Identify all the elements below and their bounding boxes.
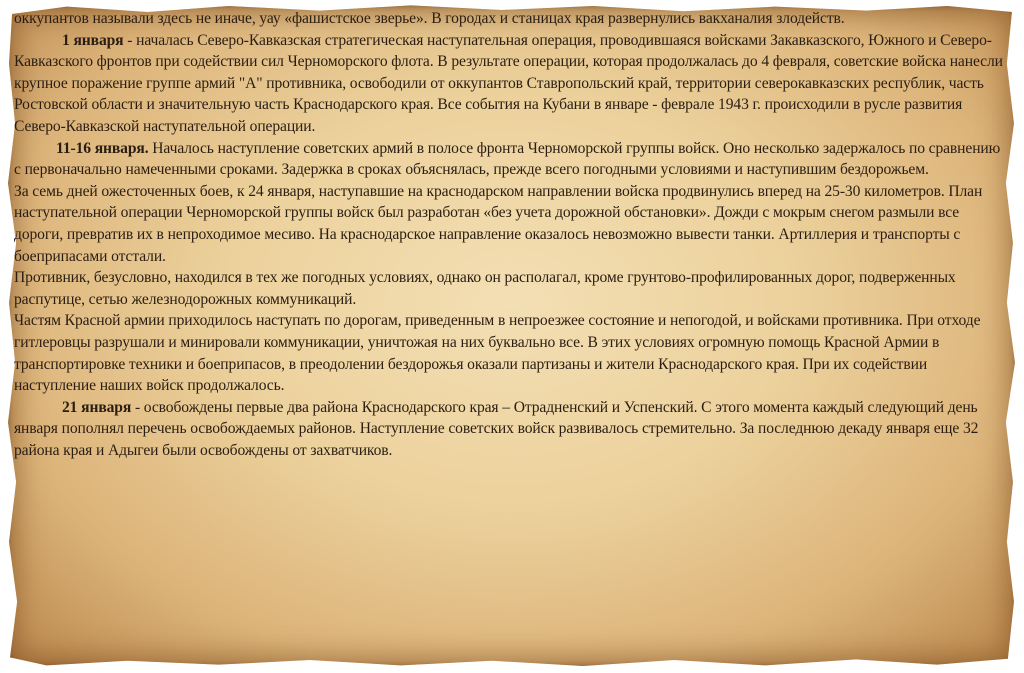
paragraph-intro bbox=[14, 8, 1004, 30]
paragraph-text: оккупантов называли здесь не иначе, уау «фашистское зверье». В городах и станицах края развернулись вакханалия злодейств. bbox=[14, 10, 845, 27]
paragraph-text: - началась Северо-Кавказская стратегическая наступательная операция, проводившаяся войсками Закавказского, Южного и Северо-Кавказского фронтов при содействии сил Черноморского флота. В результате операции, которая продолжалась до 4 февраля, советские войска нанесли крупное поражение группе армий "А" противника, освободили от оккупантов Ставропольский край, территории северокавказских республик, часть Ростовской области и значительную часть Краснодарского края. Все события на Кубани в январе - феврале 1943 г. происходили в русле развития Северо-Кавказской наступательной операции. bbox=[14, 31, 1003, 135]
paragraph-text: - освобождены первые два района Краснодарского края – Отрадненский и Успенский. С этого момента каждый следующий день января пополнял перечень освобождаемых районов. Наступление советских войск развивалось стремительно. За последнюю декаду января еще 32 района края и Адыгеи были освобождены от захватчиков. bbox=[14, 398, 979, 459]
document-text bbox=[14, 8, 1004, 461]
paragraph-jan-21 bbox=[14, 397, 1004, 462]
paragraph-text: Противник, безусловно, находился в тех же погодных условиях, однако он располагал, кроме грунтово-профилированных дорог, подверженных распутице, сетью железнодорожных коммуникаций. bbox=[14, 269, 956, 308]
paragraph-text: Частям Красной армии приходилось наступать по дорогам, приведенным в непроезжее состояние и непогодой, и войсками противника. При отходе гитлеровцы разрушали и минировали коммуникации, уничтожая на них буквально все. В этих условиях огромную помощь Красной Армии в транспортировке техники и боеприпасов, в преодолении бездорожья оказали партизаны и жители Краснодарского края. При их содействии наступление наших войск продолжалось. bbox=[14, 312, 981, 395]
paragraph-text: Началось наступление советских армий в полосе фронта Черноморской группы войск. Оно несколько задержалось по сравнению с первоначально намеченными сроками. Задержка в сроках объяснялась, прежде всего погодными условиями и наступившим бездорожьем. bbox=[14, 139, 1001, 179]
paragraph-jan-11-16 bbox=[14, 138, 1004, 181]
paragraph-red-army bbox=[14, 310, 1004, 396]
paragraph-seven-days bbox=[14, 181, 1004, 267]
paragraph-enemy bbox=[14, 267, 1004, 310]
paragraph-date: 21 января bbox=[62, 398, 132, 416]
paragraph-date: 1 января bbox=[62, 31, 124, 49]
paragraph-date: 11-16 января. bbox=[56, 139, 149, 157]
paragraph-jan-1 bbox=[14, 30, 1004, 138]
paragraph-text: За семь дней ожесточенных боев, к 24 января, наступавшие на краснодарском направлении войска продвинулись вперед на 25-30 километров. План наступательной операции Черноморской группы войск был разработан «без учета дорожной обстановки». Дожди с мокрым снегом размыли все дороги, превратив их в непроходимое месиво. На краснодарское направление оказалось невозможно вывести танки. Артиллерия и транспорты с боеприпасами отстали. bbox=[14, 182, 983, 265]
